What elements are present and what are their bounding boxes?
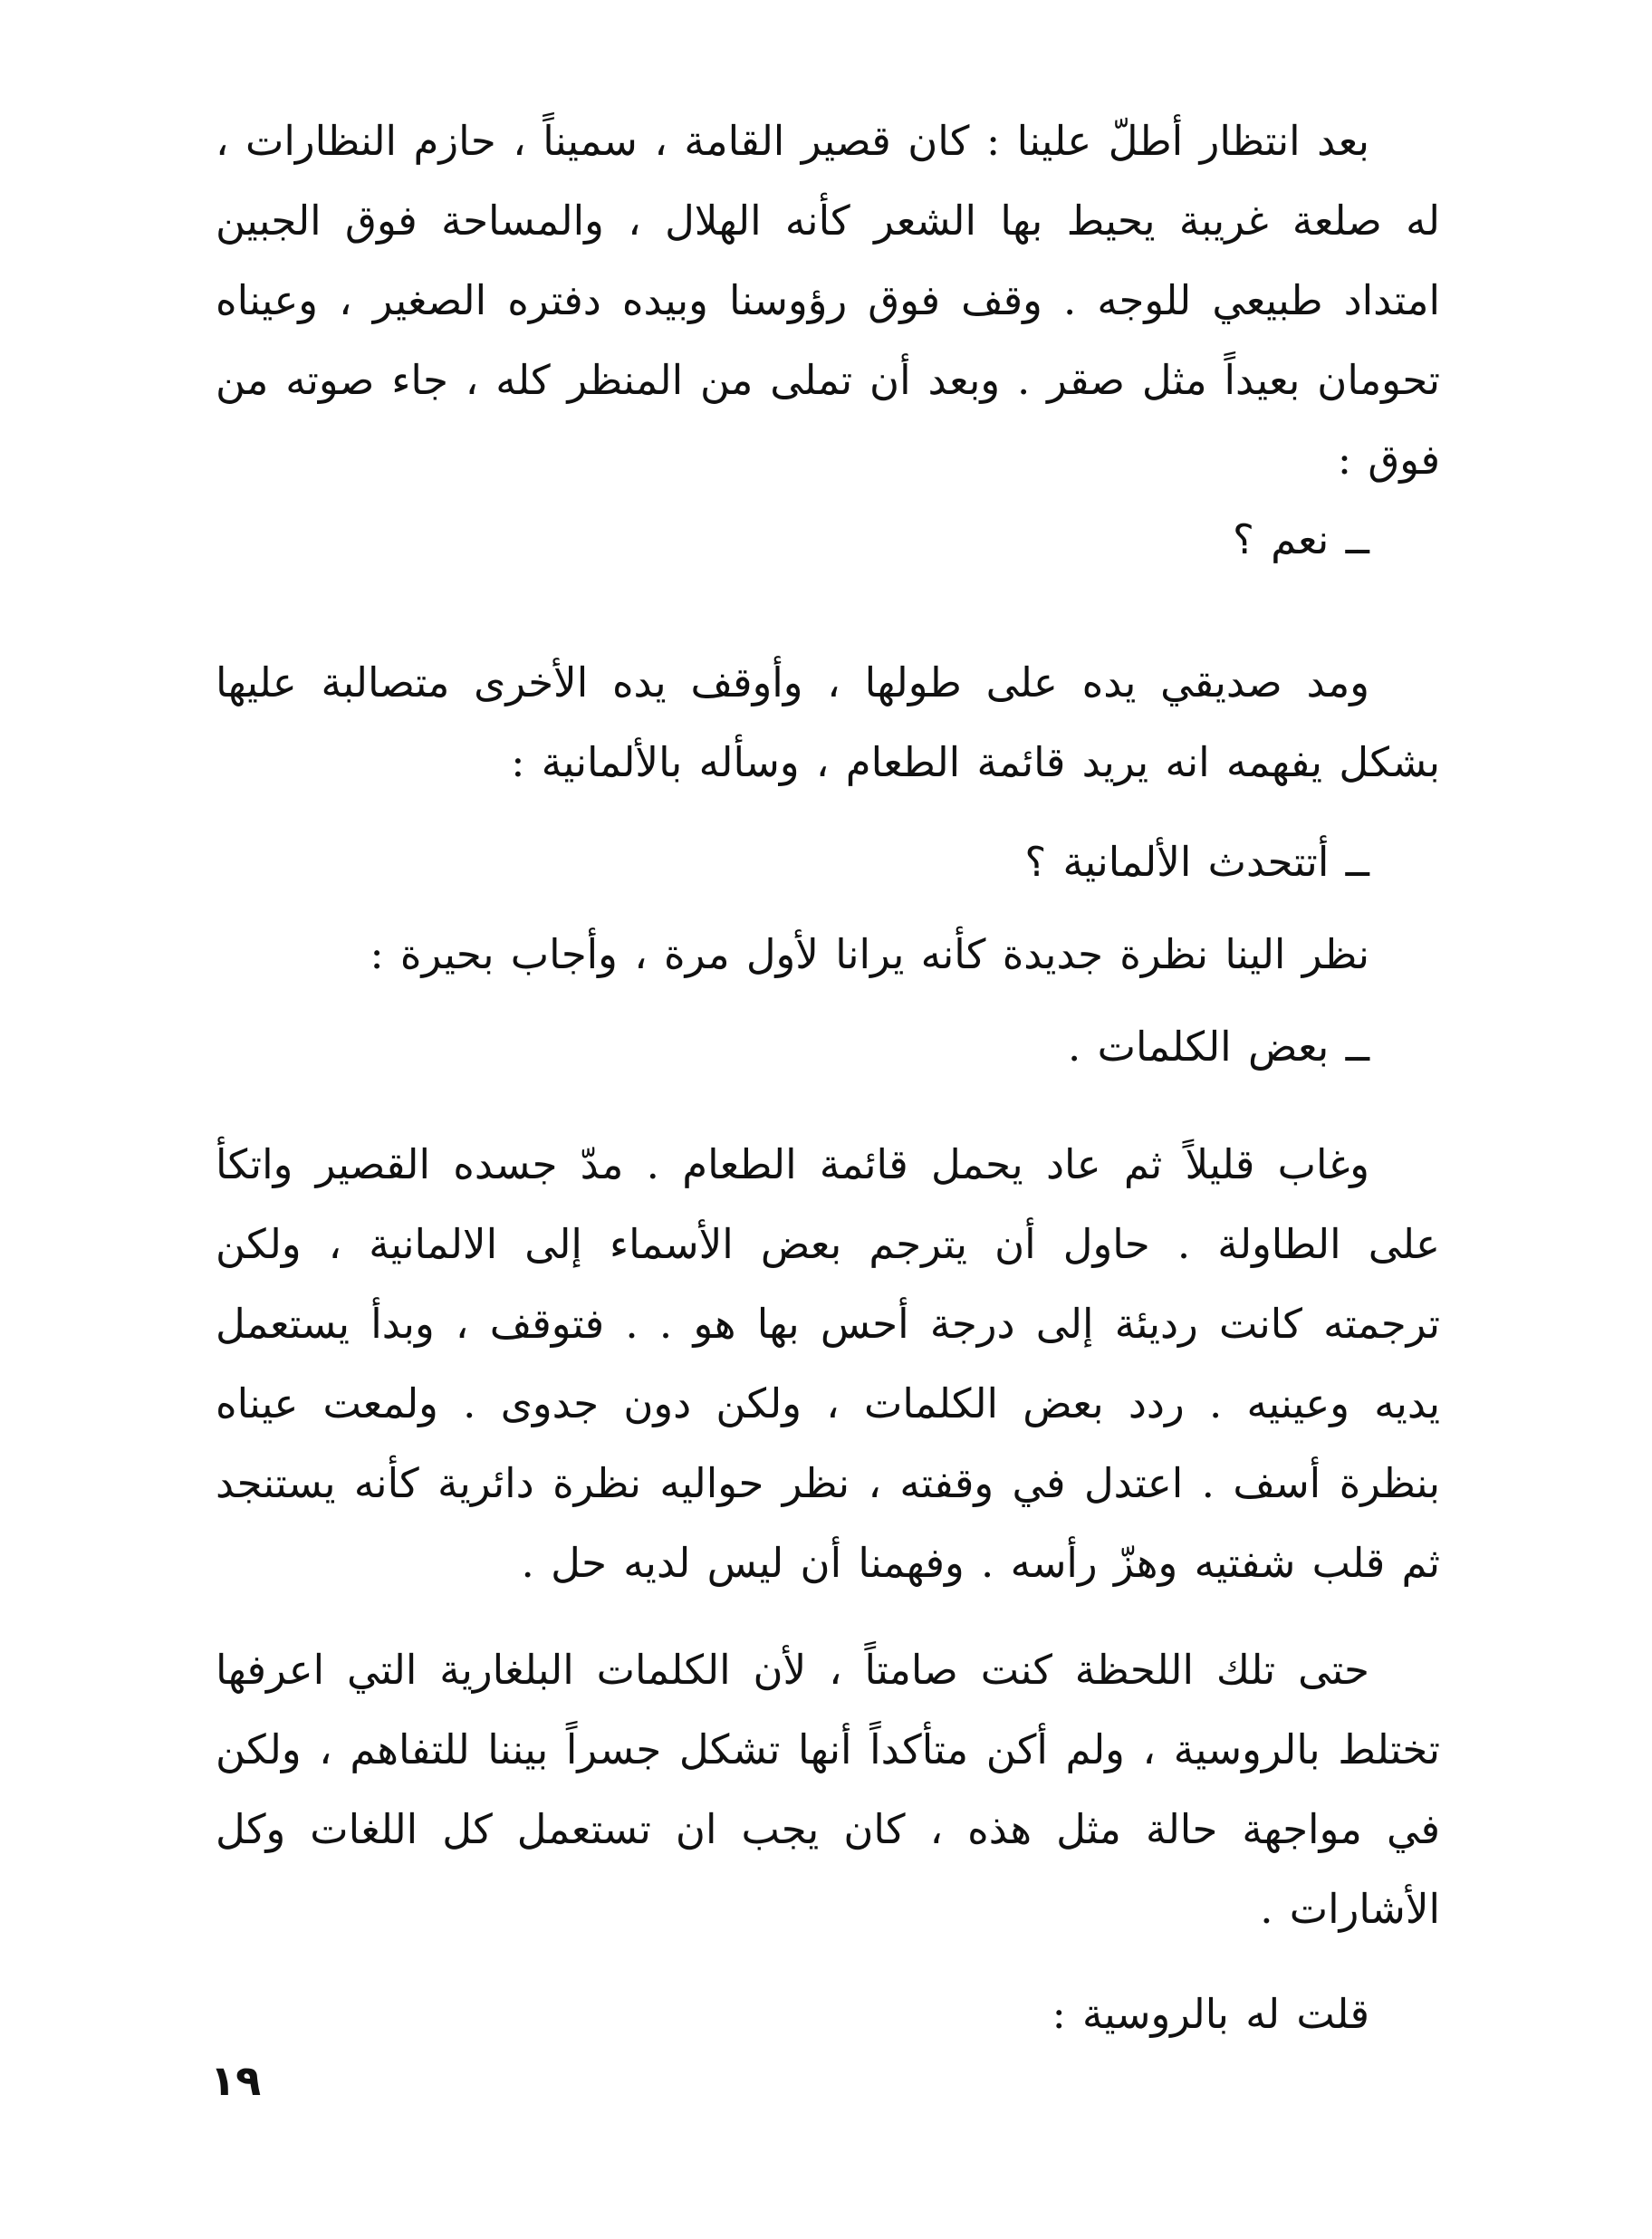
paragraph-3-block xyxy=(216,915,1440,995)
paragraph-3: نظر الينا نظرة جديدة كأنه يرانا لأول مرة ، وأجاب بحيرة : xyxy=(370,930,1369,978)
dialogue-line-2: ــ أتتحدث الألمانية ؟ xyxy=(1024,838,1369,886)
paragraph-4-block xyxy=(216,1125,1440,1603)
paragraph-6: قلت له بالروسية : xyxy=(1052,1990,1369,2038)
paragraph-4: وغاب قليلاً ثم عاد يحمل قائمة الطعام . مدّ جسده القصير واتكأ على الطاولة . حاول أن يترجم بعض الأسماء إلى الالمانية ، ولكن ترجمته كانت رديئة إلى درجة أحس بها هو . . فتوقف ، وبدأ يستعمل يديه وعينيه . ردد بعض الكلمات ، ولكن دون جدوى . ولمعت عيناه بنظرة أسف . اعتدل في وقفته ، نظر حواليه نظرة دائرية كأنه يستنجد ثم قلب شفتيه وهزّ رأسه . وفهمنا أن ليس لديه حل . xyxy=(216,1140,1440,1587)
dialogue-3-block xyxy=(216,1007,1440,1087)
paragraph-5-block xyxy=(216,1630,1440,1949)
paragraph-2: ومد صديقي يده على طولها ، وأوقف يده الأخرى متصالبة عليها بشكل يفهمه انه يريد قائمة الطعام ، وسأله بالألمانية : xyxy=(216,658,1440,786)
dialogue-1-block xyxy=(216,500,1440,580)
paragraph-2-block xyxy=(216,643,1440,802)
paragraph-1: بعد انتظار أطلّ علينا : كان قصير القامة ، سميناً ، حازم النظارات ، له صلعة غريبة يحيط بها الشعر كأنه الهلال ، والمساحة فوق الجبين امتداد طبيعي للوجه . وقف فوق رؤوسنا وبيده دفتره الصغير ، وعيناه تحومان بعيداً مثل صقر . وبعد أن تملى من المنظر كله ، جاء صوته من فوق : xyxy=(216,117,1440,484)
dialogue-line-1: ــ نعم ؟ xyxy=(1232,515,1369,563)
page-number: ١٩ xyxy=(210,2056,262,2105)
dialogue-2-block xyxy=(216,822,1440,902)
paragraph-5: حتى تلك اللحظة كنت صامتاً ، لأن الكلمات البلغارية التي اعرفها تختلط بالروسية ، ولم أكن متأكداً أنها تشكل جسراً بيننا للتفاهم ، ولكن في مواجهة حالة مثل هذه ، كان يجب ان تستعمل كل اللغات وكل الأشارات . xyxy=(216,1646,1440,1933)
paragraph-1-block xyxy=(216,101,1440,500)
paragraph-6-block xyxy=(216,1975,1440,2054)
dialogue-line-3: ــ بعض الكلمات . xyxy=(1068,1023,1369,1071)
